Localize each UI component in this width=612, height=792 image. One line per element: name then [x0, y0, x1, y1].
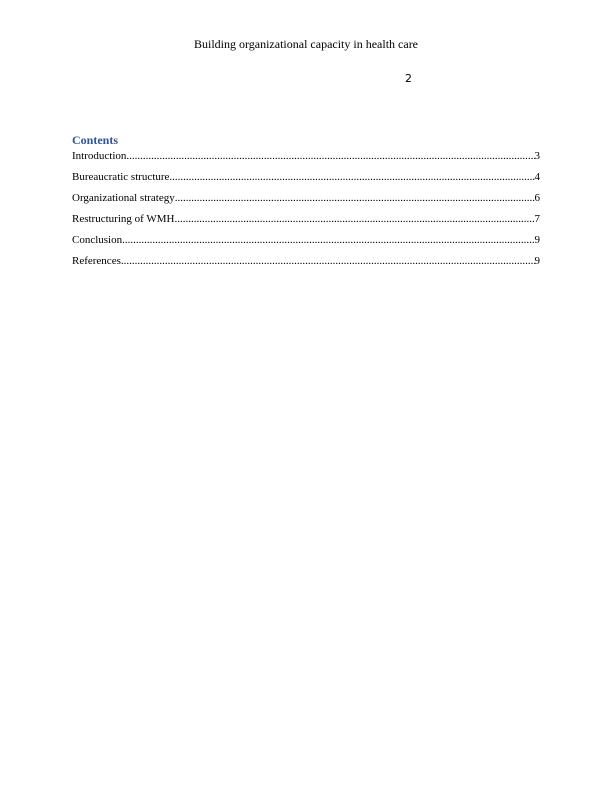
toc-dot-leader	[122, 233, 534, 247]
toc-entry[interactable]	[72, 191, 540, 212]
toc-dot-leader	[121, 254, 535, 268]
toc-entry-page: 9	[534, 234, 540, 246]
toc-entry-page: 3	[534, 150, 540, 162]
toc-dot-leader	[175, 191, 535, 205]
toc-entry-page: 6	[534, 192, 540, 204]
toc-entry[interactable]	[72, 254, 540, 275]
toc-entry-title: Bureaucratic structure	[72, 171, 170, 183]
toc-entry-title: Organizational strategy	[72, 192, 175, 204]
toc-entry[interactable]	[72, 170, 540, 191]
running-header: Building organizational capacity in health care	[193, 37, 419, 51]
toc-entry-title: Conclusion	[72, 234, 123, 246]
page-number: 2	[405, 72, 412, 85]
toc-entry[interactable]	[72, 149, 540, 170]
toc-heading: Contents	[72, 133, 119, 147]
toc-dot-leader	[174, 212, 534, 226]
toc-entry-page: 7	[534, 213, 540, 225]
toc-entry[interactable]	[72, 233, 540, 254]
toc-entry-title: Introduction	[72, 150, 127, 162]
table-of-contents	[72, 133, 540, 275]
toc-entry-title: Restructuring of WMH	[72, 213, 175, 225]
toc-entry-page: 9	[534, 255, 540, 267]
toc-entry[interactable]	[72, 212, 540, 233]
toc-dot-leader	[126, 149, 534, 163]
toc-dot-leader	[169, 170, 534, 184]
toc-entry-page: 4	[534, 171, 540, 183]
toc-entry-title: References	[72, 255, 121, 267]
toc-list	[72, 149, 540, 275]
